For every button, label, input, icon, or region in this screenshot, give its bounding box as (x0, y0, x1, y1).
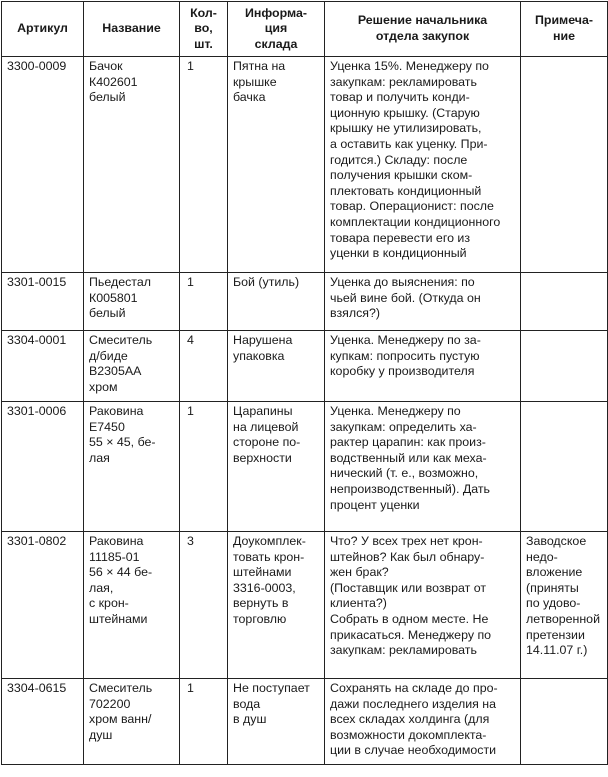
header-line: Информа- (244, 5, 308, 20)
warehouse-cell (228, 331, 325, 402)
header-line: ние (553, 29, 575, 43)
name-cell-line: хром (89, 379, 118, 394)
decision-cell-line: закупкам: рекламировать (330, 74, 477, 89)
decision-cell-line: взялся?) (330, 306, 380, 321)
name-cell-line: Е7450 (89, 419, 125, 434)
name-cell-line: 55 × 45, бе- (89, 435, 156, 450)
warehouse-cell-line: в душ (233, 712, 267, 727)
decision-cell (325, 679, 521, 765)
name-cell-line: К005801 (89, 290, 138, 305)
header-row (2, 2, 608, 57)
decision-cell-line: Уценка до выяснения: по (330, 275, 475, 289)
warehouse-cell (228, 532, 325, 679)
note-cell-line: Заводское (526, 534, 587, 548)
qty-cell-value: 1 (187, 275, 194, 289)
header-line: склада (254, 36, 298, 51)
article-cell (2, 273, 84, 331)
decision-cell-line: Сохранять на складе до про- (330, 681, 498, 695)
qty-cell (180, 273, 228, 331)
qty-cell (180, 57, 228, 273)
qty-cell-value: 1 (187, 404, 194, 418)
warehouse-cell-line: крышке (233, 74, 277, 89)
name-cell-line: 702200 (89, 696, 131, 711)
warehouse-cell-line: Не поступает (233, 681, 310, 695)
name-cell-line: штейнами (89, 611, 148, 626)
name-cell (84, 331, 180, 402)
warehouse-cell-line: вода (233, 696, 261, 711)
note-cell (521, 679, 608, 765)
warehouse-cell-line: верхности (233, 450, 292, 465)
decision-cell-line: нический (т. е., возможно, (330, 466, 479, 481)
article-cell-value: 3301-0802 (7, 534, 67, 548)
decision-cell-line: комплектации кондиционного (330, 214, 501, 229)
table-row (2, 57, 608, 273)
qty-cell (180, 532, 228, 679)
name-cell-line: Раковина (89, 534, 144, 548)
article-cell-value: 3304-0615 (7, 681, 67, 695)
decision-cell-line: клиента?) (330, 596, 387, 611)
name-cell-line: К402601 (89, 74, 138, 89)
article-cell (2, 402, 84, 532)
name-cell-line: с крон- (89, 596, 129, 611)
note-cell-line: (приняты (526, 580, 579, 595)
name-cell-line: 56 × 44 бе- (89, 565, 153, 580)
warehouse-cell (228, 57, 325, 273)
decision-cell-line: Уценка 15%. Менеджеру по (330, 59, 489, 73)
header-article (2, 2, 84, 57)
decision-cell-line: процент уценки (330, 497, 420, 512)
decision-cell-line: купкам: попросить пустую (330, 348, 480, 363)
table-body (2, 57, 608, 765)
name-cell (84, 57, 180, 273)
warehouse-cell-line: Пятна на (233, 59, 286, 73)
header-line: отдела закупок (375, 29, 470, 43)
article-cell-value: 3301-0015 (7, 275, 67, 289)
note-cell-line: претензии (526, 627, 585, 642)
decision-cell-line: крышку не утилизировать, (330, 121, 482, 136)
decision-cell-line: прикасаться. Менеджеру по (330, 627, 492, 642)
decision-cell-line: получения крышки ском- (330, 168, 473, 183)
decision-cell-line: ции в случае необходимости (330, 743, 497, 758)
note-cell (521, 273, 608, 331)
article-cell-value: 3300-0009 (7, 59, 67, 73)
header-line: Решение начальника (357, 13, 488, 28)
name-cell-line: д/биде (89, 348, 128, 363)
name-cell-line: белый (89, 306, 126, 321)
article-cell (2, 679, 84, 765)
warehouse-cell-line: торговлю (233, 611, 287, 626)
note-cell (521, 532, 608, 679)
warehouse-cell-line: Доукомплек- (233, 534, 306, 548)
warehouse-cell-line: штейнами (233, 565, 292, 580)
note-cell (521, 57, 608, 273)
name-cell-line: Смеситель (89, 333, 153, 347)
decision-cell-line: Что? У всех трех нет крон- (330, 534, 483, 548)
header-name (84, 2, 180, 57)
note-cell-line: по удово- (526, 596, 581, 611)
decision-cell-line: а оставить как уценку. При- (330, 136, 488, 151)
decision-cell-line: уценки в кондиционный (330, 246, 467, 261)
name-cell (84, 532, 180, 679)
decision-cell-line: (Поставщик или возврат от (330, 580, 487, 595)
header-line: во, (194, 21, 213, 36)
header-decision (325, 2, 521, 57)
warehouse-cell (228, 679, 325, 765)
qty-cell (180, 331, 228, 402)
name-cell-line: лая, (89, 580, 114, 595)
qty-cell-value: 1 (187, 59, 194, 73)
decision-cell-line: всех складах холдинга (для (330, 712, 490, 727)
decision-cell-line: возможности докомплекта- (330, 727, 487, 742)
note-cell-line: недо- (526, 549, 558, 564)
name-cell-line: душ (89, 727, 113, 742)
purchase-decisions-table (1, 1, 608, 765)
decision-cell (325, 273, 521, 331)
name-cell-line: Бачок (89, 59, 123, 73)
header-warehouse (228, 2, 325, 57)
warehouse-cell-line: Царапины (233, 404, 293, 418)
name-cell-line: Раковина (89, 404, 144, 418)
decision-cell (325, 331, 521, 402)
name-cell-line: Смеситель (89, 681, 153, 695)
table-row (2, 532, 608, 679)
note-cell-line: вложение (526, 565, 583, 580)
warehouse-cell-line: на лицевой (233, 419, 299, 434)
article-cell-value: 3304-0001 (7, 333, 67, 347)
decision-cell-line: дажи последнего изделия на (330, 696, 497, 711)
decision-cell-line: рактер царапин: как произ- (330, 435, 486, 450)
warehouse-cell-line: стороне по- (233, 435, 301, 450)
decision-cell-line: Собрать в одном месте. Не (330, 611, 489, 626)
name-cell (84, 679, 180, 765)
header-line: Кол- (190, 5, 217, 20)
warehouse-cell-line: Нарушена (233, 333, 293, 347)
header-qty (180, 2, 228, 57)
qty-cell-value: 3 (187, 534, 194, 548)
decision-cell-line: штейнов? Как был обнару- (330, 549, 485, 564)
note-cell-line: 14.11.07 г.) (526, 643, 588, 658)
decision-cell-line: закупкам: рекламировать (330, 643, 477, 658)
table-row (2, 402, 608, 532)
note-cell-line: летворенной (526, 611, 600, 626)
name-cell (84, 273, 180, 331)
warehouse-cell-line: товать крон- (233, 549, 305, 564)
decision-cell-line: ционную крышку. (Старую (330, 105, 480, 120)
warehouse-cell-line: 3316-0003, (233, 580, 296, 595)
warehouse-cell-line: вернуть в (233, 596, 289, 611)
header-line: шт. (194, 36, 213, 51)
warehouse-cell (228, 402, 325, 532)
name-cell-line: В2305АА (89, 364, 142, 379)
article-cell-value: 3301-0006 (7, 404, 67, 418)
header-note (521, 2, 608, 57)
warehouse-cell (228, 273, 325, 331)
article-cell (2, 331, 84, 402)
decision-cell-line: непроизводственный). Дать (330, 481, 490, 496)
name-cell (84, 402, 180, 532)
decision-cell (325, 532, 521, 679)
warehouse-cell-line: упаковка (233, 348, 285, 363)
table-row (2, 331, 608, 402)
article-cell (2, 57, 84, 273)
article-cell (2, 532, 84, 679)
qty-cell-value: 1 (187, 681, 194, 695)
decision-cell-line: товар. Операционист: после (330, 199, 494, 214)
header-line: Название (102, 21, 161, 36)
decision-cell-line: Уценка. Менеджеру по (330, 404, 461, 418)
qty-cell-value: 4 (187, 333, 194, 347)
name-cell-line: лая (89, 450, 110, 465)
note-cell (521, 331, 608, 402)
warehouse-cell-line: Бой (утиль) (233, 275, 300, 289)
name-cell-line: Пьедестал (89, 275, 151, 289)
decision-cell (325, 57, 521, 273)
header-line: Артикул (17, 21, 68, 36)
decision-cell (325, 402, 521, 532)
decision-cell-line: товара перевести его из (330, 230, 471, 245)
table-row (2, 679, 608, 765)
name-cell-line: 11185-01 (89, 549, 140, 564)
table-row (2, 273, 608, 331)
qty-cell (180, 402, 228, 532)
decision-cell-line: жен брак? (330, 565, 389, 580)
name-cell-line: хром ванн/ (89, 712, 152, 727)
qty-cell (180, 679, 228, 765)
note-cell (521, 402, 608, 532)
decision-cell-line: закупкам: определить ха- (330, 419, 477, 434)
decision-cell-line: плектовать кондиционный (330, 183, 482, 198)
name-cell-line: белый (89, 90, 126, 105)
header-line: Примеча- (534, 13, 594, 28)
header-line: ция (264, 21, 288, 36)
decision-cell-line: коробку у производителя (330, 364, 475, 379)
decision-cell-line: товар и получить конди- (330, 90, 470, 105)
warehouse-cell-line: бачка (233, 90, 266, 105)
decision-cell-line: годится.) Складу: после (330, 152, 468, 167)
decision-cell-line: чьей вине бой. (Откуда он (330, 290, 481, 305)
decision-cell-line: Уценка. Менеджеру по за- (330, 333, 481, 347)
decision-cell-line: водственный или как меха- (330, 450, 487, 465)
